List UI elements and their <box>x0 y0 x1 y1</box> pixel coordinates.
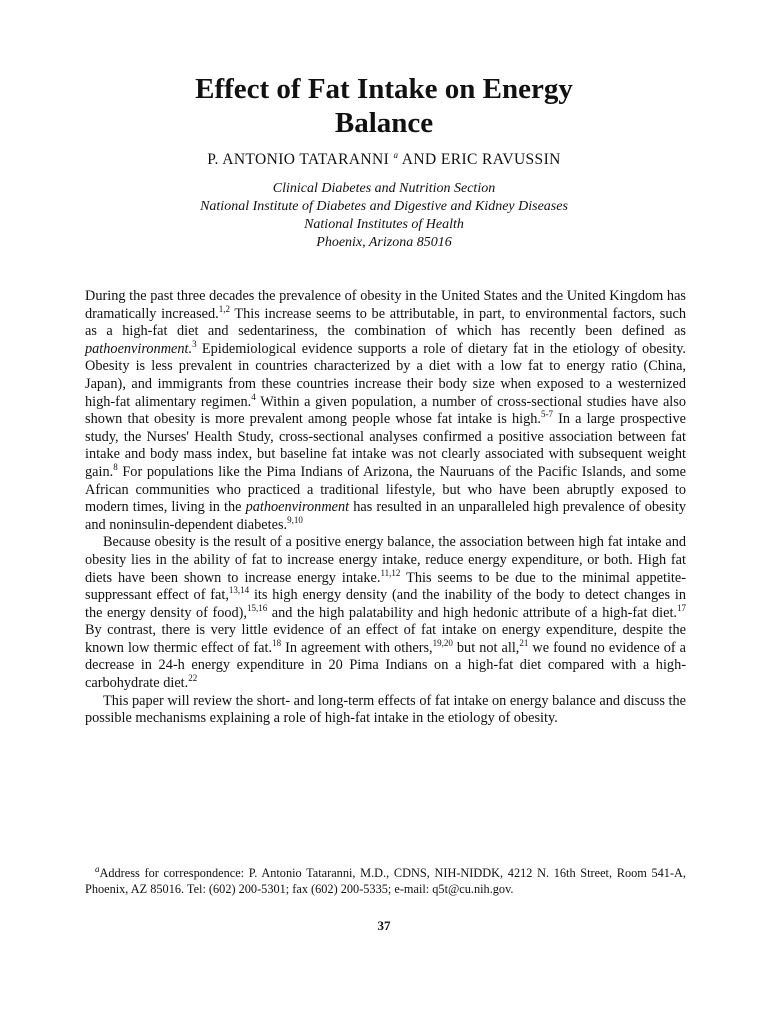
text-run: For populations like the Pima Indians of Arizona, the Nauruans of the Pacific Islands, and some African communities who practiced a traditional lifestyle, but who have been abruptly exposed to modern times, living in the <box>85 463 686 516</box>
reference-mark: 9,10 <box>287 514 303 525</box>
page-number: 37 <box>377 918 391 933</box>
affiliation-line: Phoenix, Arizona 85016 <box>316 235 452 250</box>
reference-mark: 19,20 <box>432 638 453 649</box>
body-text <box>85 288 686 728</box>
reference-mark: 8 <box>113 462 118 473</box>
reference-mark: 17 <box>677 602 686 613</box>
text-run: By contrast, there is very little evidence of an effect of fat intake on energy expenditure, despite the known low thermic effect of fat. <box>85 622 686 656</box>
author-line <box>0 151 768 169</box>
correspondence-footnote <box>85 863 686 897</box>
text-run: Epidemiological evidence supports a role of dietary fat in the etiology of obesity. Obesity is less prevalent in countries characterized by a diet with a low fat to energy ratio (China, Japan), and immigrants from these countries increase their body size when exposed to a westernized high-fat alimentary regimen. <box>85 340 686 410</box>
text-run: we found no evidence of a decrease in 24-h energy expenditure in 20 Pima Indians on a high-fat diet compared with a high-carbohydrate diet. <box>85 639 687 692</box>
paper-title <box>0 72 768 140</box>
reference-mark: 5-7 <box>540 409 553 420</box>
footnote-mark: a <box>95 863 100 874</box>
affiliation-block <box>0 180 768 252</box>
text-run: and the high palatability and high hedonic attribute of a high-fat diet. <box>267 604 677 621</box>
title-line-1: Effect of Fat Intake on Energy <box>195 73 573 105</box>
text-run: In a large prospective study, the Nurses' Health Study, cross-sectional analyses confirmed a positive association between fat intake and body mass index, but baseline fat intake was not clearly associated with subsequent weight gain. <box>85 411 686 480</box>
reference-mark: 13,14 <box>228 585 250 596</box>
text-run: has resulted in an unparalleled high prevalence of obesity and noninsulin-dependent diabetes. <box>85 499 686 533</box>
text-run: During the past three decades the prevalence of obesity in the United States and the United Kingdom has dramatically increased. <box>85 288 686 322</box>
text-run: This increase seems to be attributable, in part, to environmental factors, such as a high-fat diet and sedentariness, the combination of which has recently been defined as <box>85 305 686 340</box>
text-run: its high energy density (and the inability of the body to detect changes in the energy density of food), <box>85 587 686 621</box>
emphasis: pathoenvironment. <box>85 340 193 357</box>
paragraph-2 <box>85 534 686 692</box>
reference-mark: 15,16 <box>247 602 268 613</box>
affiliation-line: Clinical Diabetes and Nutrition Section <box>272 181 496 196</box>
title-line-2: Balance <box>334 107 434 139</box>
author-connector: AND ERIC RAVUSSIN <box>398 151 561 168</box>
text-run: Because obesity is the result of a positive energy balance, the association between high fat intake and obesity lies in the ability of fat to increase energy intake, reduce energy expenditure, or both. High fat diets have been shown to increase energy intake. <box>85 534 686 586</box>
reference-mark: 1,2 <box>218 303 230 314</box>
reference-mark: 3 <box>192 339 197 350</box>
emphasis: pathoenvironment <box>245 499 350 516</box>
text-run: but not all, <box>452 639 520 656</box>
reference-mark: 22 <box>188 673 198 684</box>
reference-mark: 11,12 <box>380 567 401 578</box>
author-affiliation-mark: a <box>393 149 399 160</box>
affiliation-line: National Institute of Diabetes and Digestive and Kidney Diseases <box>200 199 568 214</box>
text-run: In agreement with others, <box>281 639 433 656</box>
text-run: This seems to be due to the minimal appetite-suppressant effect of fat, <box>85 569 686 604</box>
author-first: P. ANTONIO TATARANNI <box>207 151 390 168</box>
footnote-text: Address for correspondence: P. Antonio Tataranni, M.D., CDNS, NIH-NIDDK, 4212 N. 16th Street, Room 541-A, Phoenix, AZ 85016. Tel: (602) 200-5301; fax (602) 200-5335; e-mail: q5t@cu.nih.gov. <box>85 866 686 896</box>
paragraph-3: This paper will review the short- and long-term effects of fat intake on energy balance and discuss the possible mechanisms explaining a role of high-fat intake in the etiology of obesity. <box>85 692 686 727</box>
paragraph-1 <box>85 288 686 534</box>
text-run: Within a given population, a number of cross-sectional studies have also shown that obesity is more prevalent among people whose fat intake is high. <box>85 393 686 428</box>
reference-mark: 4 <box>251 391 256 402</box>
reference-mark: 21 <box>519 638 529 649</box>
reference-mark: 18 <box>272 638 282 649</box>
affiliation-line: National Institutes of Health <box>304 217 464 232</box>
